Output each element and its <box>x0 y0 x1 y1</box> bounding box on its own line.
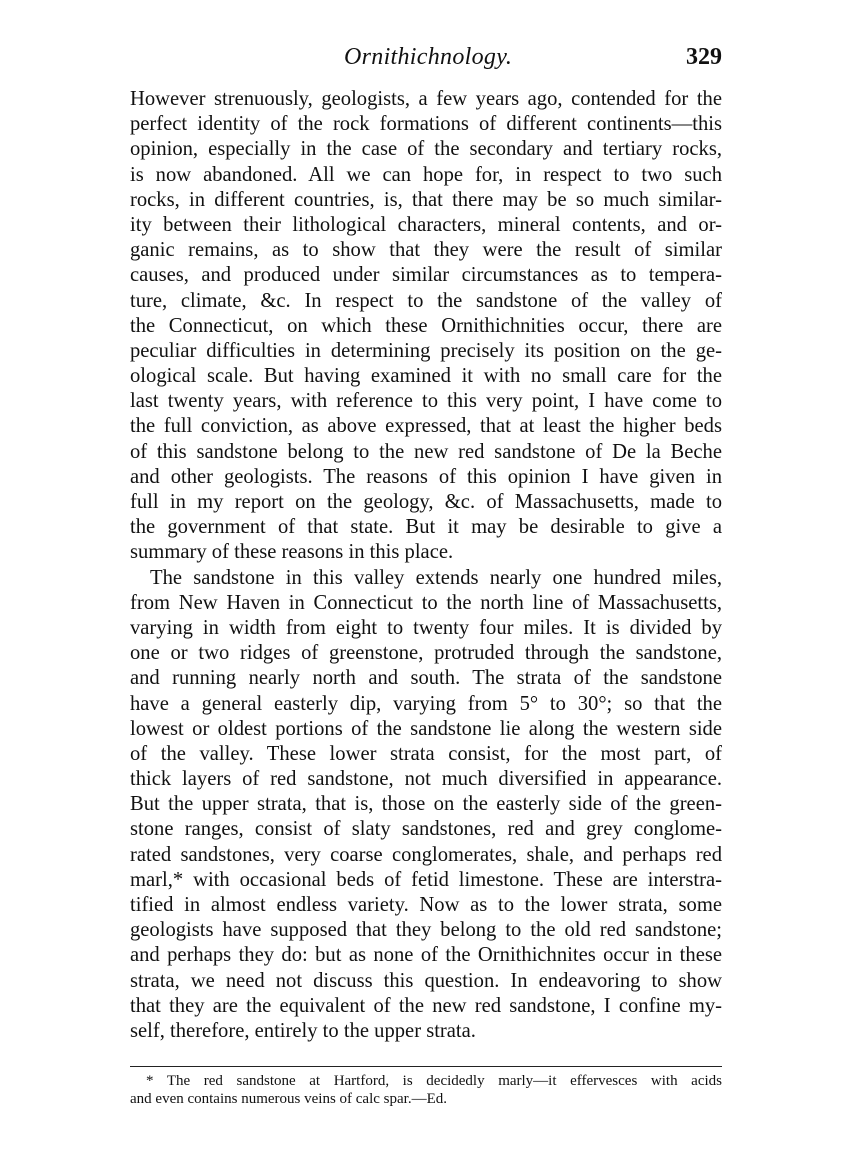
text-line: one or two ridges of greenstone, protruded through the sandstone, <box>130 642 722 665</box>
text-line: tified in almost endless variety. Now as to the lower strata, some <box>130 894 722 916</box>
text-line: of this sandstone belong to the new red sandstone of De la Beche <box>130 440 722 463</box>
footnote <box>130 1072 722 1108</box>
text-line: ture, climate, &c. In respect to the sandstone of the valley of <box>130 289 722 312</box>
text-line: rocks, in different countries, is, that there may be so much similar- <box>130 188 722 211</box>
running-head <box>130 44 722 76</box>
text-line: and perhaps they do: but as none of the Ornithichnites occur in these <box>130 944 722 967</box>
text-line: lowest or oldest portions of the sandstone lie along the western side <box>130 717 722 740</box>
text-line: the Connecticut, on which these Ornithichnities occur, there are <box>130 314 722 337</box>
text-line: ity between their lithological characters, mineral contents, and or- <box>130 213 722 236</box>
text-line: peculiar difficulties in determining precisely its position on the ge- <box>130 339 722 362</box>
text-line: However strenuously, geologists, a few years ago, contended for the <box>130 88 722 110</box>
text-line: full in my report on the geology, &c. of Massachusetts, made to <box>130 491 722 513</box>
text-line: the full conviction, as above expressed, that at least the higher beds <box>130 415 722 438</box>
text-line: rated sandstones, very coarse conglomerates, shale, and perhaps red <box>130 843 722 866</box>
footnote-divider <box>130 1066 722 1067</box>
body-text <box>130 87 722 1044</box>
text-line: and other geologists. The reasons of this opinion I have given in <box>130 465 722 488</box>
text-line: ganic remains, as to show that they were the result of similar <box>130 239 722 262</box>
text-line: varying in width from eight to twenty four miles. It is divided by <box>130 616 722 639</box>
paragraph-start-line: The sandstone in this valley extends nearly one hundred miles, <box>150 566 722 589</box>
text-line: from New Haven in Connecticut to the north line of Massachusetts, <box>130 591 722 614</box>
text-line: thick layers of red sandstone, not much diversified in appearance. <box>130 768 722 791</box>
text-line: causes, and produced under similar circumstances as to tempera- <box>130 264 722 287</box>
text-line: that they are the equivalent of the new red sandstone, I confine my- <box>130 994 722 1017</box>
text-line: is now abandoned. All we can hope for, in respect to two such <box>130 163 722 186</box>
text-line: perfect identity of the rock formations of different continents—this <box>130 113 722 136</box>
text-line: stone ranges, consist of slaty sandstones, red and grey conglome- <box>130 818 722 841</box>
text-line: ological scale. But having examined it with no small care for the <box>130 365 722 388</box>
text-line: geologists have supposed that they belong to the old red sandstone; <box>130 919 722 942</box>
running-title: Ornithichnology. <box>344 44 513 70</box>
text-line: last twenty years, with reference to this very point, I have come to <box>130 390 722 413</box>
text-line: have a general easterly dip, varying from 5° to 30°; so that the <box>130 692 722 715</box>
text-line: But the upper strata, that is, those on the easterly side of the green- <box>130 793 722 816</box>
footnote-line: and even contains numerous veins of calc spar.—Ed. <box>130 1091 447 1107</box>
paragraph-end-line: summary of these reasons in this place. <box>130 541 454 564</box>
text-line: strata, we need not discuss this question. In endeavoring to show <box>130 969 722 992</box>
text-line: of the valley. These lower strata consist, for the most part, of <box>130 742 722 765</box>
text-line: opinion, especially in the case of the secondary and tertiary rocks, <box>130 138 722 161</box>
text-line: marl,* with occasional beds of fetid limestone. These are interstra- <box>130 868 722 891</box>
text-line: the government of that state. But it may be desirable to give a <box>130 516 722 539</box>
text-line: and running nearly north and south. The strata of the sandstone <box>130 667 722 690</box>
footnote-line: * The red sandstone at Hartford, is decidedly marly—it effervesces with acids <box>146 1073 722 1089</box>
page-number: 329 <box>686 44 722 70</box>
paragraph-end-line: self, therefore, entirely to the upper strata. <box>130 1019 476 1042</box>
